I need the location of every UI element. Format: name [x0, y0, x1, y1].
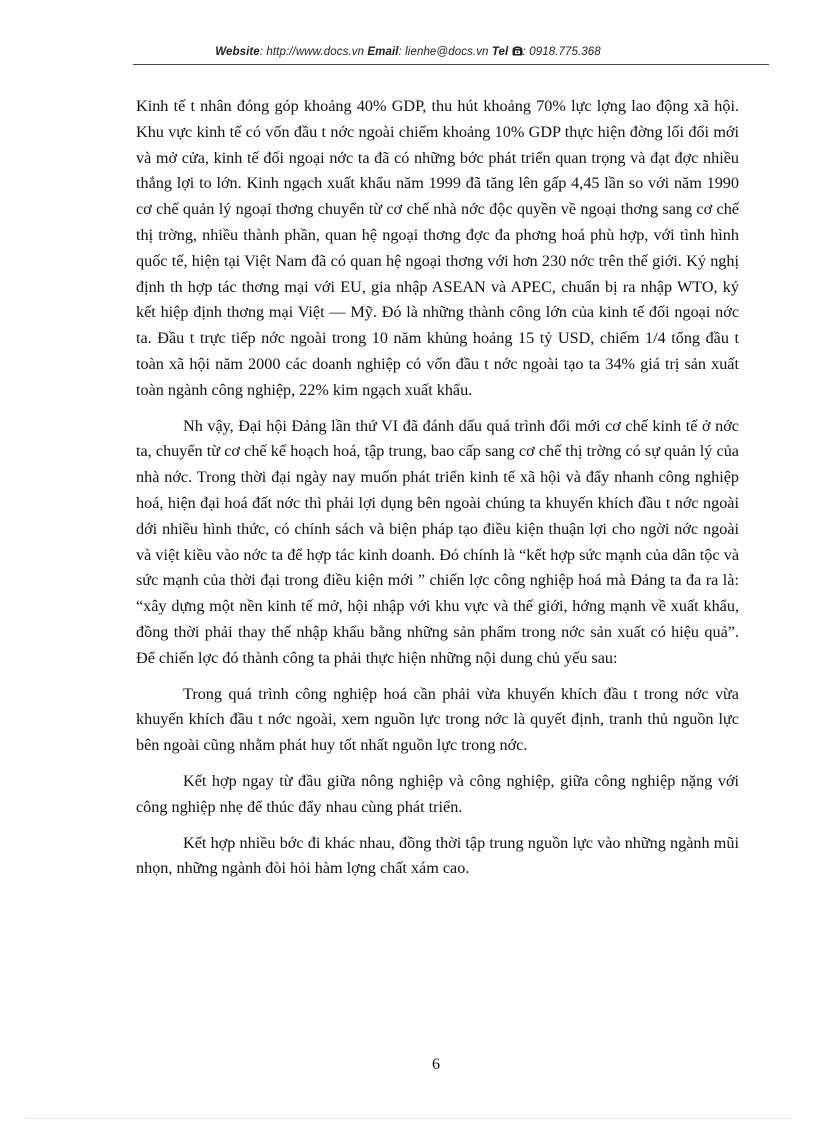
paragraph: Kinh tế t nhân đóng góp khoảng 40% GDP, thu hút khoảng 70% lực lợng lao động xã hội. Khu vực kinh tế có vốn đầu t nớc ngoài chiếm khoảng 10% GDP thực hiện đờng lối đổi mới và mở cửa, kinh tế đối ngoại nớc ta đã có những bớc phát triển quan trọng và đạt đợc nhiều thắng lợi to lớn. Kinh ngạch xuất khẩu năm 1999 đã tăng lên gấp 4,45 lần so với năm 1990 cơ chế quản lý ngoại thơng chuyển từ cơ chế nhà nớc độc quyền về ngoại thơng sang cơ chế thị trờng, nhiều thành phần, quan hệ ngoại thơng đợc đa phơng hoá phù hợp, với tình hình quốc tế, hiện tại Việt Nam đã có quan hệ ngoại thơng với hơn 230 nớc trên thế giới. Ký nghị định th hợp tác thơng mại với EU, gia nhập ASEAN và APEC, chuẩn bị ra nhập WTO, ký kết hiệp định thơng mại Việt — Mỹ. Đó là những thành công lớn của kinh tế đối ngoại nớc ta. Đầu t trực tiếp nớc ngoài trong 10 năm khủng hoảng 15 tỷ USD, chiếm 1/4 tổng đầu t toàn xã hội năm 2000 các doanh nghiệp có vốn đầu t nớc ngoài tạo ta 34% giá trị sản xuất toàn ngành công nghiệp, 22% kim ngạch xuất khẩu.: [136, 97, 739, 399]
paragraph: Nh vậy, Đại hội Đảng lần thứ VI đã đánh dấu quá trình đổi mới cơ chế kinh tế ở nớc ta, chuyển từ cơ chế kế hoạch hoá, tập trung, bao cấp sang cơ chế thị trờng có sự quản lý của nhà nớc. Trong thời đại ngày nay muốn phát triển kinh tế xã hội và đẩy nhanh công nghiệp hoá, hiện đại hoá đất nớc thì phải lợi dụng bên ngoài chúng ta khuyến khích đầu t nớc ngoài dới nhiều hình thức, có chính sách và biện pháp tạo điều kiện thuận lợi cho ngời nớc ngoài và việt kiều vào nớc ta để hợp tác kinh doanh. Đó chính là “kết hợp sức mạnh của dân tộc và sức mạnh của thời đại trong điều kiện mới ” chiến lợc công nghiệp hoá mà Đảng ta đa ra là: “xây dựng một nền kinh tế mở, hội nhập với khu vực và thế giới, hớng mạnh về xuất khẩu, đồng thời phải thay thế nhập khẩu bằng những sản phẩm trong nớc sản xuất có hiệu quả”. Để chiến lợc đó thành công ta phải thực hiện những nội dung chủ yếu sau:: [136, 416, 739, 667]
document-body: [136, 94, 739, 892]
paragraph: Kết hợp ngay từ đầu giữa nông nghiệp và công nghiệp, giữa công nghiệp nặng với công nghiệp nhẹ để thúc đẩy nhau cùng phát triển.: [136, 771, 739, 816]
website-label: Website: [215, 46, 260, 58]
website-value: : http://www.docs.vn: [259, 46, 365, 58]
page-header: [0, 46, 816, 58]
tel-label: Tel: [491, 46, 509, 58]
phone-icon: [512, 46, 523, 56]
paragraph: Kết hợp nhiều bớc đi khác nhau, đồng thời tập trung nguồn lực vào những ngành mũi nhọn, những ngành đòi hỏi hàm lợng chất xám cao.: [136, 833, 739, 878]
email-label: Email: [367, 46, 399, 58]
paragraph: Trong quá trình công nghiệp hoá cần phải vừa khuyến khích đầu t trong nớc vừa khuyến khích đầu t nớc ngoài, xem nguồn lực trong nớc là quyết định, tranh thủ nguồn lực bên ngoài cũng nhằm phát huy tốt nhất nguồn lực trong nớc.: [136, 684, 739, 755]
page-number: 6: [432, 1056, 440, 1073]
tel-value: : 0918.775.368: [522, 46, 601, 58]
header-divider: [133, 64, 769, 65]
footer-divider: [24, 1118, 792, 1119]
email-value: : lienhe@docs.vn: [398, 46, 489, 58]
